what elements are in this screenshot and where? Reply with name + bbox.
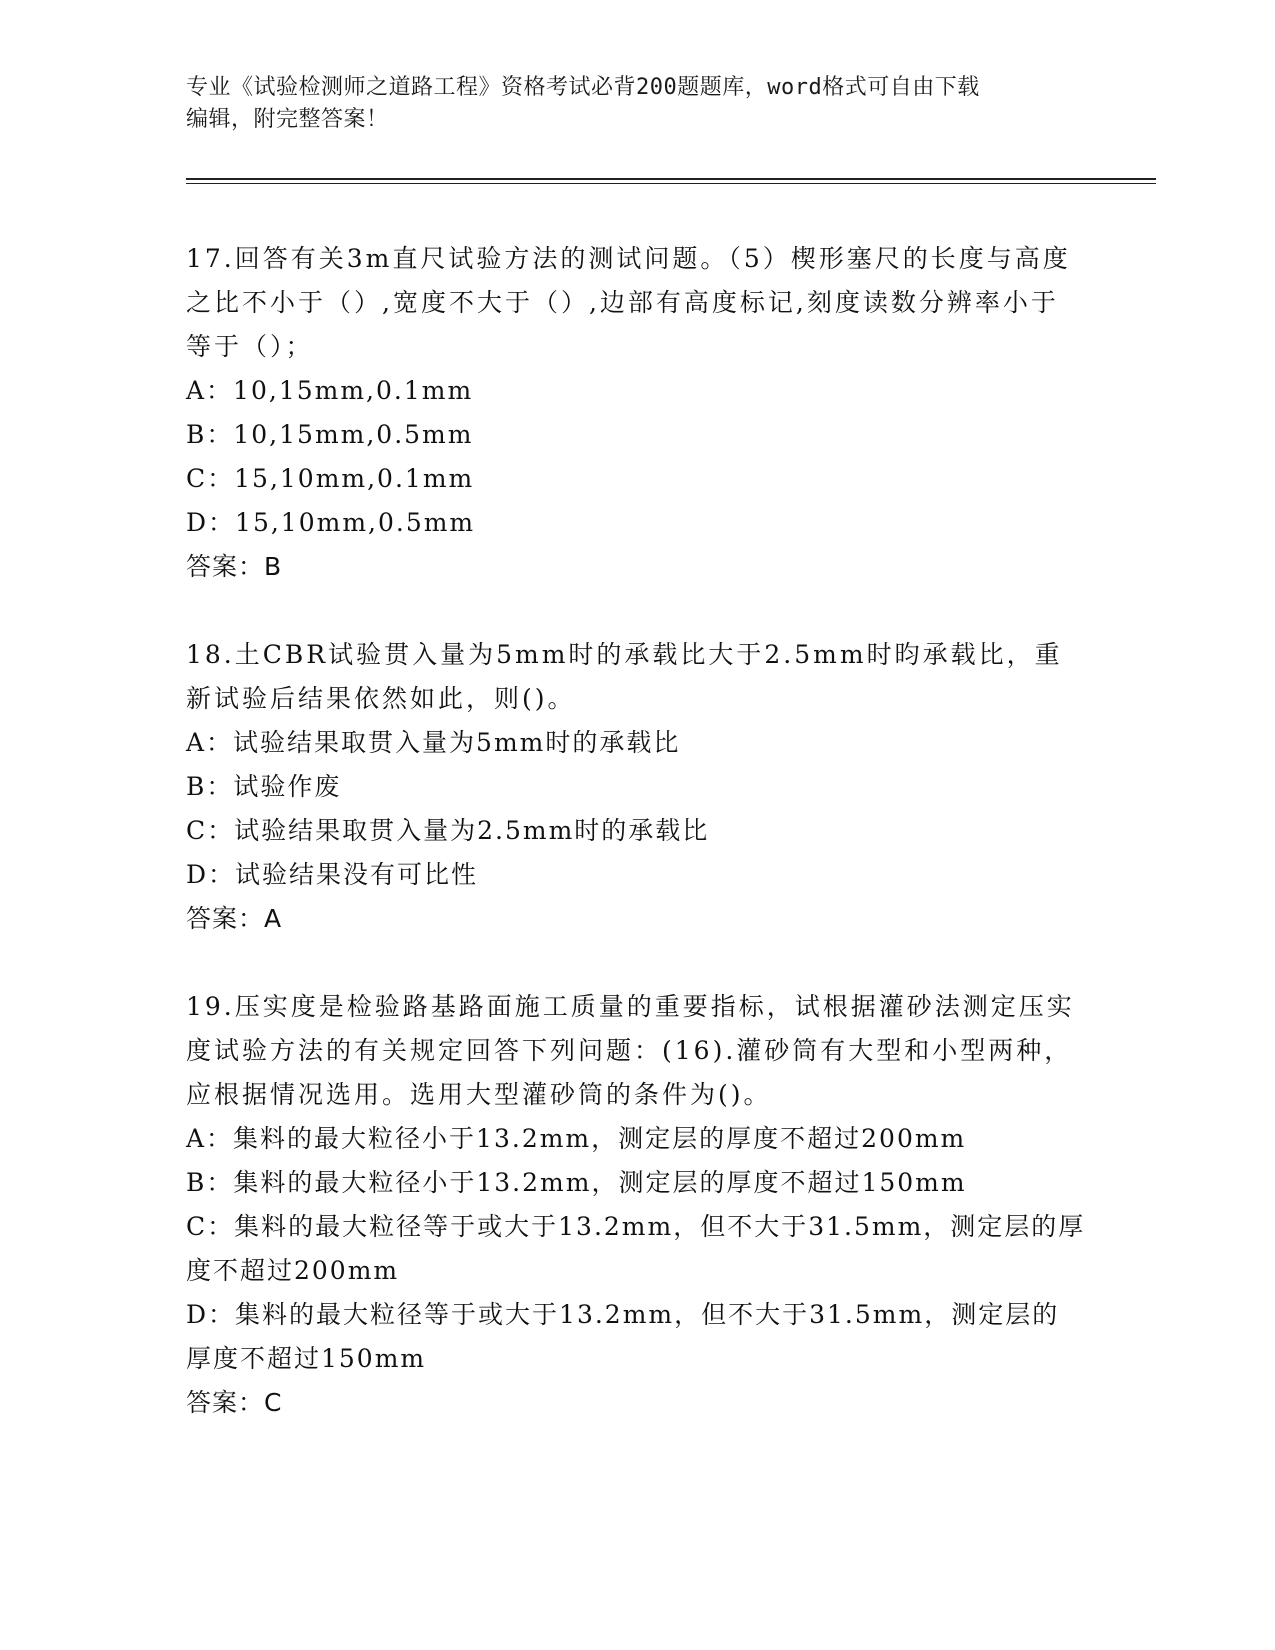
question-17 bbox=[186, 237, 1086, 589]
question-19 bbox=[186, 985, 1086, 1425]
header-line-1: 专业《试验检测师之道路工程》资格考试必背200题题库，word格式可自由下载 bbox=[186, 75, 980, 100]
header-line-2: 编辑，附完整答案！ bbox=[186, 107, 389, 132]
question-18 bbox=[186, 633, 1086, 941]
header-divider bbox=[186, 178, 1156, 184]
answer: 答案：A bbox=[186, 904, 283, 933]
option-c: C：集料的最大粒径等于或大于13.2mm，但不大于31.5mm，测定层的厚度不超过200mm bbox=[186, 1212, 1086, 1285]
option-a: A：试验结果取贯入量为5mm时的承载比 bbox=[186, 728, 681, 757]
question-text: 19.压实度是检验路基路面施工质量的重要指标，试根据灌砂法测定压实度试验方法的有关规定回答下列问题：(16).灌砂筒有大型和小型两种，应根据情况选用。选用大型灌砂筒的条件为()。 bbox=[186, 992, 1075, 1109]
answer: 答案：B bbox=[186, 552, 283, 581]
option-b: B：试验作废 bbox=[186, 772, 342, 801]
option-b: B：集料的最大粒径小于13.2mm，测定层的厚度不超过150mm bbox=[186, 1168, 967, 1197]
option-d: D：集料的最大粒径等于或大于13.2mm，但不大于31.5mm，测定层的厚度不超过150mm bbox=[186, 1300, 1060, 1373]
option-a: A：10,15mm,0.1mm bbox=[186, 376, 474, 405]
option-a: A：集料的最大粒径小于13.2mm，测定层的厚度不超过200mm bbox=[186, 1124, 967, 1153]
option-c: C：试验结果取贯入量为2.5mm时的承载比 bbox=[186, 816, 710, 845]
option-d: D：15,10mm,0.5mm bbox=[186, 508, 476, 537]
question-text: 18.土CBR试验贯入量为5mm时的承载比大于2.5mm时昀承载比，重新试验后结果依然如此，则()。 bbox=[186, 640, 1063, 713]
option-d: D：试验结果没有可比性 bbox=[186, 860, 479, 889]
option-c: C：15,10mm,0.1mm bbox=[186, 464, 475, 493]
option-b: B：10,15mm,0.5mm bbox=[186, 420, 474, 449]
answer: 答案：C bbox=[186, 1388, 283, 1417]
document-header bbox=[186, 72, 1076, 136]
question-text: 17.回答有关3m直尺试验方法的测试问题。（5）楔形塞尺的长度与高度之比不小于（）,宽度不大于（）,边部有高度标记,刻度读数分辨率小于等于（）； bbox=[186, 244, 1071, 361]
question-list bbox=[186, 237, 1086, 1469]
